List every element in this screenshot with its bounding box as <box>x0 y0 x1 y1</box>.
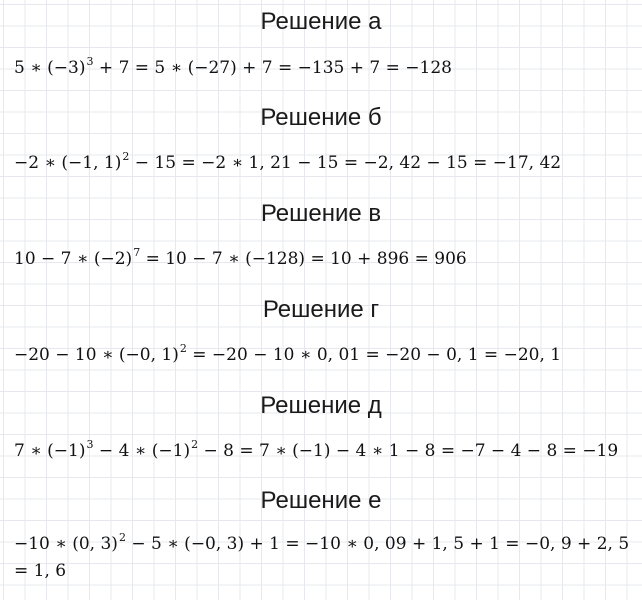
exponent: 2 <box>191 438 199 451</box>
solution-v-heading: Решение в <box>260 200 382 227</box>
formula-part: −20 − 10 ∗ (−0, 1) <box>14 345 179 365</box>
formula-part: 5 ∗ (−3) <box>14 58 86 78</box>
exponent: 7 <box>133 246 141 259</box>
formula-part: − 15 = −2 ∗ 1, 21 − 15 = −2, 42 − 15 = −17, 42 <box>129 153 562 173</box>
formula-part: − 4 ∗ (−1) <box>93 441 191 461</box>
exponent: 2 <box>122 150 130 163</box>
solution-d-heading: Решение д <box>260 392 382 419</box>
solution-e-formula-line1 <box>14 533 629 557</box>
formula-part: −2 ∗ (−1, 1) <box>14 153 122 173</box>
solution-g-formula <box>14 344 561 368</box>
formula-part: −10 ∗ (0, 3) <box>14 534 118 554</box>
formula-part: 10 − 7 ∗ (−2) <box>14 249 133 269</box>
formula-part: = 10 − 7 ∗ (−128) = 10 + 896 = 906 <box>140 249 467 269</box>
exponent: 3 <box>86 438 94 451</box>
solution-d-formula <box>14 440 618 464</box>
solution-b-formula <box>14 152 561 176</box>
formula-part: − 5 ∗ (−0, 3) + 1 = −10 ∗ 0, 09 + 1, 5 + 1 = −0, 9 + 2, 5 <box>125 534 630 554</box>
exponent: 2 <box>118 531 126 544</box>
exponent: 2 <box>179 342 187 355</box>
formula-part: − 8 = 7 ∗ (−1) − 4 ∗ 1 − 8 = −7 − 4 − 8 = −19 <box>198 441 619 461</box>
exponent: 3 <box>86 55 94 68</box>
solution-b-heading: Решение б <box>260 104 382 131</box>
solution-g-heading: Решение г <box>262 296 380 323</box>
solution-a-formula <box>14 57 452 81</box>
solution-e-formula-line2: = 1, 6 <box>14 561 67 581</box>
solution-v-formula <box>14 248 467 272</box>
solution-e-heading: Решение е <box>260 487 382 514</box>
solution-a-heading: Решение а <box>260 8 382 35</box>
formula-part: + 7 = 5 ∗ (−27) + 7 = −135 + 7 = −128 <box>93 58 452 78</box>
formula-part: 7 ∗ (−1) <box>14 441 86 461</box>
formula-part: = −20 − 10 ∗ 0, 01 = −20 − 0, 1 = −20, 1 <box>186 345 562 365</box>
